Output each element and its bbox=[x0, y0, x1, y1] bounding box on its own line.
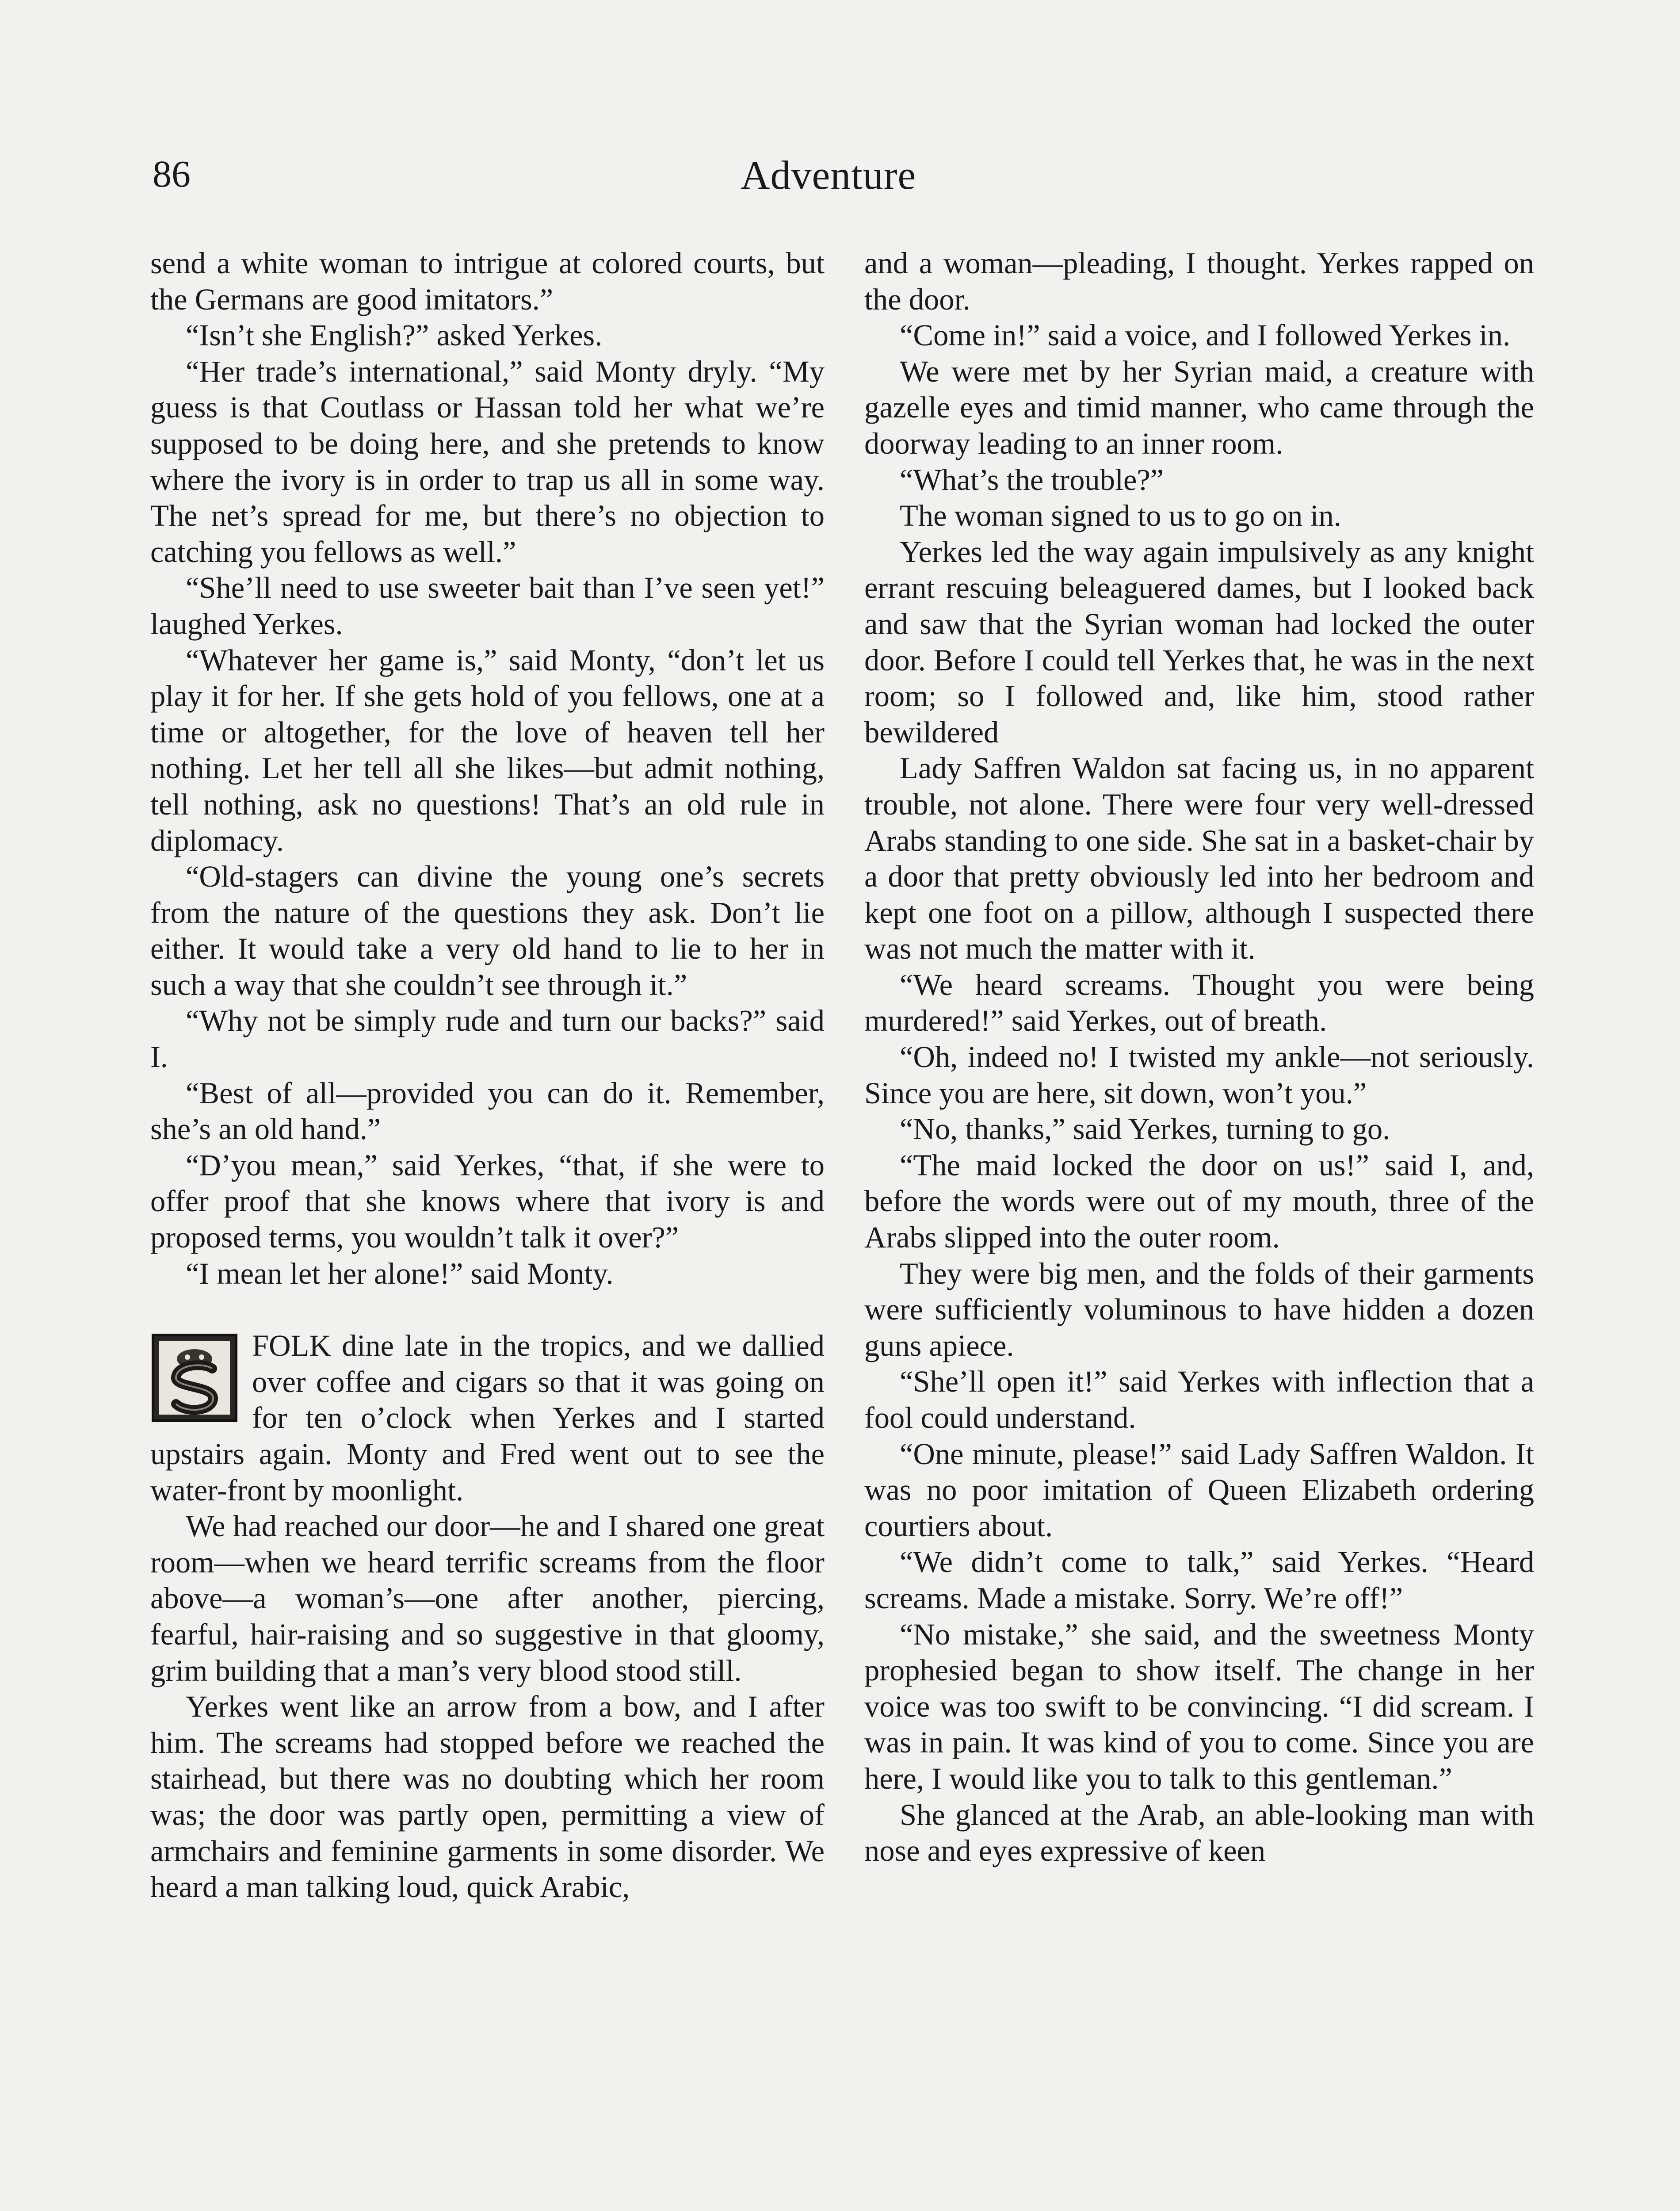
paragraph: “Her trade’s international,” said Monty dryly. “My guess is that Coutlass or Hassan told her what we’re supposed to be doing here, and she pretends to know where the ivory is in order to trap us all in some way. The net’s spread for me, but there’s no objection to catching you fellows as well.” bbox=[150, 354, 825, 569]
paragraph: send a white woman to intrigue at colored courts, but the Germans are good imitators.” bbox=[150, 246, 825, 316]
section-break bbox=[150, 1292, 825, 1328]
paragraph: “What’s the trouble?” bbox=[900, 463, 1164, 497]
paragraph: Lady Saffren Waldon sat facing us, in no apparent trouble, not alone. There were four very well-dressed Arabs standing to one side. She sat in a basket-chair by a door that pretty obviously led into her bedroom and kept one foot on a pillow, although I suspected there was not much the matter with it. bbox=[864, 751, 1534, 966]
paragraph: We were met by her Syrian maid, a creature with gazelle eyes and timid manner, who came through the doorway leading to an inner room. bbox=[864, 354, 1534, 460]
page-number: 86 bbox=[153, 153, 191, 195]
paragraph: “Best of all—provided you can do it. Remember, she’s an old hand.” bbox=[150, 1076, 825, 1146]
decorative-drop-cap-s-icon bbox=[150, 1333, 239, 1424]
section-opening-paragraph: FOLK dine late in the tropics, and we dallied over coffee and cigars so that it was going on for ten o’clock when Yerkes and I started upstairs again. Monty and Fred went out to see the water-front by moonlight. bbox=[150, 1329, 825, 1507]
paragraph: “One minute, please!” said Lady Saffren Waldon. It was no poor imitation of Queen Elizabeth ordering courtiers about. bbox=[864, 1437, 1534, 1543]
paragraph: The woman signed to us to go on in. bbox=[900, 499, 1341, 533]
paragraph: Yerkes led the way again impulsively as any knight errant rescuing beleaguered dames, but I looked back and saw that the Syrian woman had locked the outer door. Before I could tell Yerkes that, he was in the next room; so I followed and, like him, stood rather bewildered bbox=[864, 535, 1534, 749]
paragraph: “No, thanks,” said Yerkes, turning to go. bbox=[900, 1112, 1390, 1146]
paragraph: “Whatever her game is,” said Monty, “don’t let us play it for her. If she gets hold of you fellows, one at a time or altogether, for the love of heaven tell her nothing. Let her tell all she likes—but admit nothing, tell nothing, ask no questions! That’s an old rule in diplomacy. bbox=[150, 643, 825, 857]
paragraph: “Old-stagers can divine the young one’s secrets from the nature of the questions they ask. Don’t lie either. It would take a very old hand to lie to her in such a way that she couldn’t see through it.” bbox=[150, 860, 825, 1002]
running-head-title: Adventure bbox=[741, 153, 916, 198]
paragraph: and a woman—pleading, I thought. Yerkes rapped on the door. bbox=[864, 246, 1534, 316]
right-text-column bbox=[864, 245, 1534, 1869]
paragraph: “Oh, indeed no! I twisted my ankle—not seriously. Since you are here, sit down, won’t you.” bbox=[864, 1040, 1534, 1110]
paragraph: “No mistake,” she said, and the sweetness Monty prophesied began to show itself. The change in her voice was too swift to be convincing. “I did scream. I was in pain. It was kind of you to come. Since you are here, I would like you to talk to this gentleman.” bbox=[864, 1617, 1534, 1795]
paragraph: “We didn’t come to talk,” said Yerkes. “Heard screams. Made a mistake. Sorry. We’re off!” bbox=[864, 1545, 1534, 1615]
paragraph: “D’you mean,” said Yerkes, “that, if she were to offer proof that she knows where that ivory is and proposed terms, you wouldn’t talk it over?” bbox=[150, 1148, 825, 1255]
paragraph: They were big men, and the folds of their garments were sufficiently voluminous to have hidden a dozen guns apiece. bbox=[864, 1256, 1534, 1362]
paragraph: She glanced at the Arab, an able-looking man with nose and eyes expressive of keen bbox=[864, 1798, 1534, 1868]
paragraph: Yerkes went like an arrow from a bow, and I after him. The screams had stopped before we reached the stairhead, but there was no doubting which her room was; the door was partly open, permitting a view of armchairs and feminine garments in some disorder. We heard a man talking loud, quick Arabic, bbox=[150, 1690, 825, 1904]
paragraph: “Why not be simply rude and turn our backs?” said I. bbox=[150, 1004, 825, 1074]
paragraph: “She’ll open it!” said Yerkes with inflection that a fool could understand. bbox=[864, 1365, 1534, 1434]
paragraph: “Come in!” said a voice, and I followed Yerkes in. bbox=[900, 318, 1511, 352]
paragraph: We had reached our door—he and I shared one great room—when we heard terrific screams from the floor above—a woman’s—one after another, piercing, fearful, hair-raising and so suggestive in that gloomy, grim building that a man’s very blood stood still. bbox=[150, 1509, 825, 1687]
paragraph: “Isn’t she English?” asked Yerkes. bbox=[186, 318, 603, 352]
paragraph: “I mean let her alone!” said Monty. bbox=[186, 1256, 614, 1290]
section-opening bbox=[150, 1328, 825, 1508]
paragraph: “We heard screams. Thought you were being murdered!” said Yerkes, out of breath. bbox=[864, 968, 1534, 1038]
paragraph: “The maid locked the door on us!” said I, and, before the words were out of my mouth, three of the Arabs slipped into the outer room. bbox=[864, 1148, 1534, 1255]
left-text-column bbox=[150, 245, 825, 1905]
paragraph: “She’ll need to use sweeter bait than I’ve seen yet!” laughed Yerkes. bbox=[150, 571, 825, 641]
